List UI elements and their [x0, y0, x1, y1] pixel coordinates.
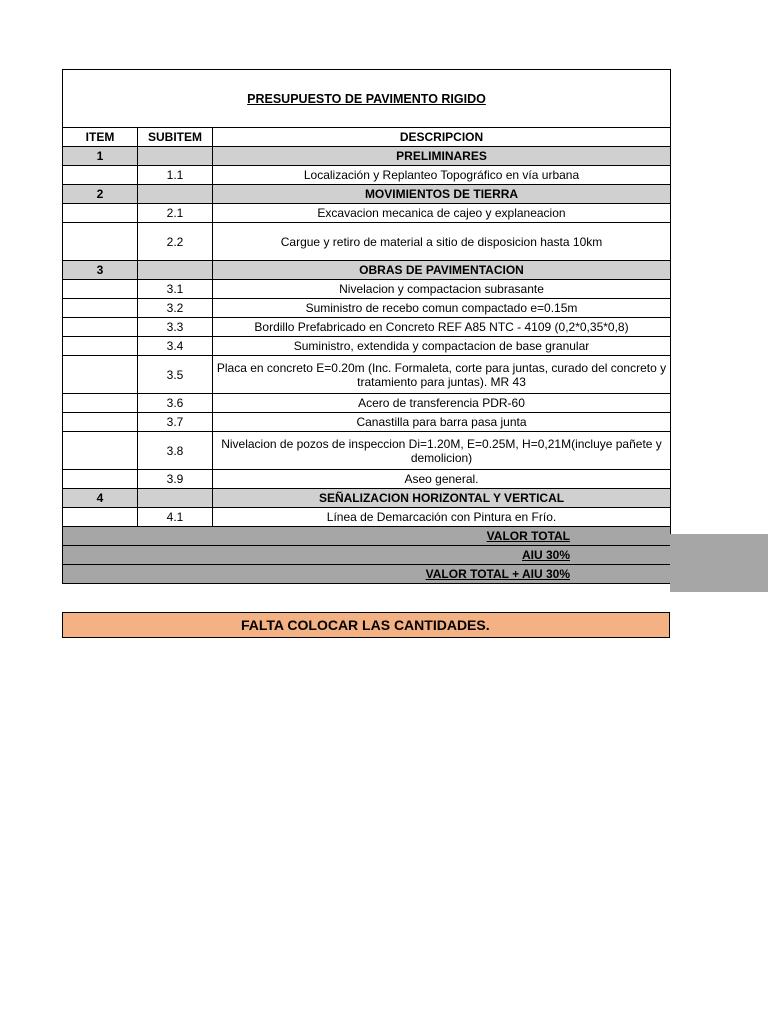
section-title: PRELIMINARES	[213, 147, 671, 166]
header-item: ITEM	[63, 128, 138, 147]
table-title: PRESUPUESTO DE PAVIMENTO RIGIDO	[247, 91, 486, 106]
table-row	[63, 413, 671, 432]
header-subitem: SUBITEM	[138, 128, 213, 147]
missing-quantities-note	[62, 612, 670, 638]
item-cell-empty	[63, 394, 138, 413]
description-cell: Canastilla para barra pasa junta	[213, 413, 671, 432]
item-cell-empty	[63, 223, 138, 261]
table-row	[63, 356, 671, 394]
subitem-cell: 3.2	[138, 299, 213, 318]
section-item: 1	[63, 147, 138, 166]
section-title: OBRAS DE PAVIMENTACION	[213, 261, 671, 280]
header-descripcion: DESCRIPCION	[213, 128, 671, 147]
table-row	[63, 280, 671, 299]
section-title: SEÑALIZACION HORIZONTAL Y VERTICAL	[213, 489, 671, 508]
subitem-cell: 3.3	[138, 318, 213, 337]
budget-sheet	[62, 69, 670, 584]
total-aiu-row	[63, 565, 671, 584]
description-cell: Suministro de recebo comun compactado e=0.15m	[213, 299, 671, 318]
subitem-cell: 3.1	[138, 280, 213, 299]
item-cell-empty	[63, 280, 138, 299]
table-title-cell	[63, 70, 671, 128]
section-subitem-empty	[138, 489, 213, 508]
aiu-label: AIU 30%	[63, 546, 671, 565]
budget-table	[62, 69, 671, 584]
total-row	[63, 527, 671, 546]
table-row	[63, 470, 671, 489]
description-cell: Acero de transferencia PDR-60	[213, 394, 671, 413]
section-row-1	[63, 147, 671, 166]
title-row	[63, 70, 671, 128]
table-row	[63, 299, 671, 318]
description-cell: Línea de Demarcación con Pintura en Frío.	[213, 508, 671, 527]
description-cell: Nivelacion de pozos de inspeccion Di=1.20M, E=0.25M, H=0,21M(incluye pañete y demolicion)	[213, 432, 671, 470]
valor-total-aiu-label: VALOR TOTAL + AIU 30%	[63, 565, 671, 584]
subitem-cell: 3.5	[138, 356, 213, 394]
item-cell-empty	[63, 204, 138, 223]
description-cell: Placa en concreto E=0.20m (Inc. Formaleta, corte para juntas, curado del concreto y tratamiento para juntas). MR 43	[213, 356, 671, 394]
section-subitem-empty	[138, 261, 213, 280]
section-subitem-empty	[138, 147, 213, 166]
table-row	[63, 204, 671, 223]
valor-total-label: VALOR TOTAL	[63, 527, 671, 546]
section-row-3	[63, 261, 671, 280]
section-item: 4	[63, 489, 138, 508]
subitem-cell: 3.4	[138, 337, 213, 356]
section-row-4	[63, 489, 671, 508]
table-row	[63, 223, 671, 261]
item-cell-empty	[63, 356, 138, 394]
item-cell-empty	[63, 166, 138, 185]
item-cell-empty	[63, 470, 138, 489]
table-row	[63, 318, 671, 337]
description-cell: Bordillo Prefabricado en Concreto REF A85 NTC - 4109 (0,2*0,35*0,8)	[213, 318, 671, 337]
subitem-cell: 2.2	[138, 223, 213, 261]
section-item: 3	[63, 261, 138, 280]
subitem-cell: 3.9	[138, 470, 213, 489]
section-item: 2	[63, 185, 138, 204]
table-row	[63, 508, 671, 527]
section-row-2	[63, 185, 671, 204]
item-cell-empty	[63, 318, 138, 337]
description-cell: Excavacion mecanica de cajeo y explaneacion	[213, 204, 671, 223]
header-row	[63, 128, 671, 147]
aiu-row	[63, 546, 671, 565]
subitem-cell: 2.1	[138, 204, 213, 223]
table-row	[63, 337, 671, 356]
note-text: FALTA COLOCAR LAS CANTIDADES.	[241, 617, 490, 633]
description-cell: Aseo general.	[213, 470, 671, 489]
description-cell: Localización y Replanteo Topográfico en vía urbana	[213, 166, 671, 185]
item-cell-empty	[63, 508, 138, 527]
subitem-cell: 3.6	[138, 394, 213, 413]
description-cell: Cargue y retiro de material a sitio de disposicion hasta 10km	[213, 223, 671, 261]
description-cell: Suministro, extendida y compactacion de base granular	[213, 337, 671, 356]
item-cell-empty	[63, 432, 138, 470]
subitem-cell: 4.1	[138, 508, 213, 527]
section-subitem-empty	[138, 185, 213, 204]
table-row	[63, 166, 671, 185]
item-cell-empty	[63, 299, 138, 318]
item-cell-empty	[63, 337, 138, 356]
subitem-cell: 3.8	[138, 432, 213, 470]
subitem-cell: 3.7	[138, 413, 213, 432]
table-row	[63, 432, 671, 470]
totals-side-block	[670, 534, 768, 592]
section-title: MOVIMIENTOS DE TIERRA	[213, 185, 671, 204]
subitem-cell: 1.1	[138, 166, 213, 185]
table-row	[63, 394, 671, 413]
item-cell-empty	[63, 413, 138, 432]
description-cell: Nivelacion y compactacion subrasante	[213, 280, 671, 299]
